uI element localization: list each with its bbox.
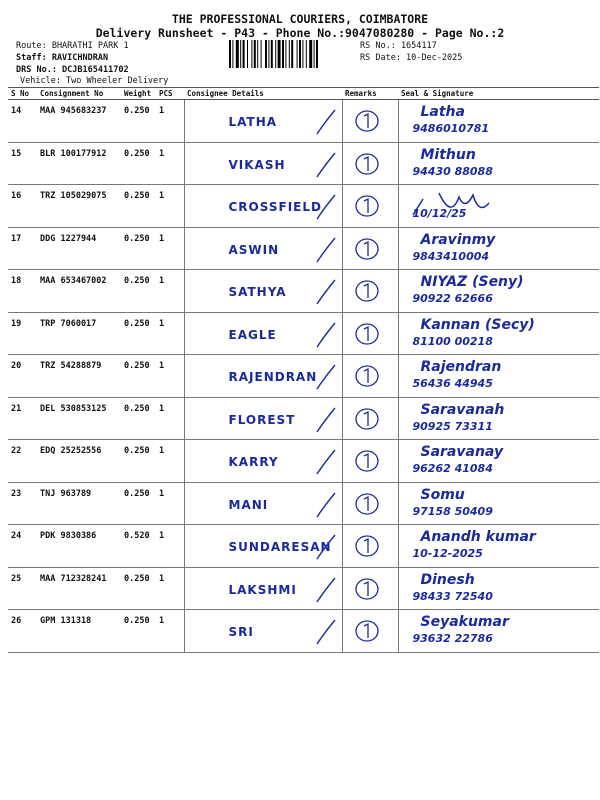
row-weight: 0.250 — [121, 610, 156, 653]
row-remarks-cell — [342, 142, 398, 185]
handwritten-phone-or-date: 10/12/25 — [412, 207, 467, 220]
row-pcs: 1 — [156, 270, 184, 313]
col-header-consignee: Consignee Details — [184, 88, 342, 100]
tick-stroke — [185, 610, 343, 652]
row-sno: 22 — [8, 440, 37, 483]
remarks-circle-mark — [343, 228, 399, 270]
table-row — [8, 185, 599, 228]
row-signature-cell — [398, 185, 599, 228]
row-sno: 25 — [8, 567, 37, 610]
row-consignee-cell — [184, 142, 342, 185]
consignee-name-handwritten: LATHA — [228, 115, 278, 129]
handwritten-signature: NIYAZ (Seny) — [420, 274, 524, 290]
row-sno: 24 — [8, 525, 37, 568]
row-pcs: 1 — [156, 100, 184, 143]
company-title: THE PROFESSIONAL COURIERS, COIMBATORE — [171, 12, 429, 26]
handwritten-phone-or-date: 9843410004 — [412, 249, 490, 263]
vehicle-label: Vehicle: Two Wheeler Delivery — [20, 76, 169, 86]
staff-label: Staff: RAVICHNDRAN — [16, 53, 109, 63]
handwritten-phone-or-date: 56436 44945 — [412, 377, 493, 390]
handwritten-signature: Saravanah — [420, 401, 505, 418]
row-signature-cell — [398, 227, 599, 270]
row-consignment-no: DDG 1227944 — [37, 227, 121, 270]
rs-number: RS No.: 1654117 — [360, 41, 437, 51]
row-consignee-cell — [184, 355, 342, 398]
tick-stroke — [185, 143, 343, 185]
tick-stroke — [185, 355, 343, 397]
row-weight: 0.250 — [121, 567, 156, 610]
row-consignee-cell — [184, 227, 342, 270]
table-row — [8, 270, 599, 313]
row-consignment-no: MAA 712328241 — [37, 567, 121, 610]
table-row — [8, 440, 599, 483]
handwritten-signature: Seyakumar — [420, 614, 509, 630]
handwritten-phone-or-date: 90922 62666 — [412, 292, 493, 305]
row-consignment-no: GPM 131318 — [37, 610, 121, 653]
row-remarks-cell — [342, 567, 398, 610]
row-remarks-cell — [342, 610, 398, 653]
signature-scribble — [399, 185, 600, 227]
remarks-circle-mark — [343, 610, 399, 652]
row-weight: 0.250 — [121, 142, 156, 185]
handwritten-signature: Kannan (Secy) — [420, 316, 535, 333]
consignee-name-handwritten: LAKSHMI — [228, 582, 297, 597]
consignee-name-handwritten: FLOREST — [228, 412, 296, 427]
row-signature-cell — [398, 525, 599, 568]
consignee-name-handwritten: SATHYA — [228, 285, 287, 299]
row-weight: 0.520 — [121, 525, 156, 568]
row-consignment-no: TRP 7060017 — [37, 312, 121, 355]
row-remarks-cell — [342, 525, 398, 568]
remarks-circle-mark — [343, 568, 399, 610]
remarks-circle-mark — [343, 143, 399, 185]
handwritten-signature: Rajendran — [420, 359, 502, 375]
tick-stroke — [185, 100, 343, 142]
tick-stroke — [185, 525, 343, 567]
row-signature-cell — [398, 610, 599, 653]
row-consignment-no: EDQ 25252556 — [37, 440, 121, 483]
row-consignee-cell — [184, 270, 342, 313]
row-consignee-cell — [184, 610, 342, 653]
row-signature-cell — [398, 397, 599, 440]
row-remarks-cell — [342, 185, 398, 228]
row-consignee-cell — [184, 525, 342, 568]
remarks-circle-mark — [343, 525, 399, 567]
consignee-name-handwritten: SRI — [228, 625, 254, 639]
row-remarks-cell — [342, 270, 398, 313]
row-consignment-no: TNJ 963789 — [37, 482, 121, 525]
row-weight: 0.250 — [121, 100, 156, 143]
col-header-remarks: Remarks — [342, 88, 398, 100]
col-header-consignment: Consignment No — [37, 88, 121, 100]
table-row — [8, 142, 599, 185]
handwritten-signature: Mithun — [420, 146, 476, 163]
handwritten-phone-or-date: 94430 88088 — [412, 164, 493, 178]
row-sno: 21 — [8, 397, 37, 440]
handwritten-signature: Dinesh — [420, 571, 475, 588]
row-consignment-no: MAA 653467002 — [37, 270, 121, 313]
remarks-circle-mark — [343, 313, 399, 355]
handwritten-signature: Latha — [420, 104, 465, 120]
row-consignment-no: TRZ 54288879 — [37, 355, 121, 398]
row-pcs: 1 — [156, 610, 184, 653]
row-weight: 0.250 — [121, 440, 156, 483]
consignee-name-handwritten: ASWIN — [228, 242, 280, 257]
handwritten-signature: Saravanay — [420, 444, 504, 460]
row-consignee-cell — [184, 185, 342, 228]
tick-stroke — [185, 568, 343, 610]
row-pcs: 1 — [156, 355, 184, 398]
row-remarks-cell — [342, 482, 398, 525]
row-sno: 14 — [8, 100, 37, 143]
remarks-circle-mark — [343, 270, 399, 312]
row-weight: 0.250 — [121, 312, 156, 355]
handwritten-phone-or-date: 98433 72540 — [412, 589, 493, 603]
col-header-weight: Weight — [121, 88, 156, 100]
row-signature-cell — [398, 100, 599, 143]
table-row — [8, 610, 599, 653]
row-pcs: 1 — [156, 185, 184, 228]
tick-stroke — [185, 313, 343, 355]
row-sno: 16 — [8, 185, 37, 228]
remarks-circle-mark — [343, 440, 399, 482]
consignee-name-handwritten: MANI — [228, 497, 269, 512]
consignee-name-handwritten: SUNDARESAN — [228, 540, 332, 554]
row-remarks-cell — [342, 355, 398, 398]
row-pcs: 1 — [156, 312, 184, 355]
drs-number: DRS No.: DCJB165411702 — [16, 65, 129, 75]
table-header-row — [8, 88, 599, 100]
row-signature-cell — [398, 312, 599, 355]
handwritten-phone-or-date: 81100 00218 — [412, 334, 493, 348]
table-row — [8, 355, 599, 398]
row-consignment-no: DEL 530853125 — [37, 397, 121, 440]
table-row — [8, 567, 599, 610]
tick-stroke — [185, 185, 343, 227]
handwritten-phone-or-date: 9486010781 — [412, 122, 490, 135]
table-row — [8, 312, 599, 355]
row-signature-cell — [398, 440, 599, 483]
row-weight: 0.250 — [121, 482, 156, 525]
handwritten-signature: Aravinmy — [420, 231, 496, 248]
remarks-circle-mark — [343, 100, 399, 142]
row-consignment-no: TRZ 105029075 — [37, 185, 121, 228]
route-label: Route: BHARATHI PARK 1 — [16, 41, 129, 51]
handwritten-phone-or-date: 90925 73311 — [412, 419, 493, 433]
table-row — [8, 227, 599, 270]
row-remarks-cell — [342, 227, 398, 270]
row-signature-cell — [398, 355, 599, 398]
tick-stroke — [185, 228, 343, 270]
consignee-name-handwritten: RAJENDRAN — [228, 370, 318, 384]
handwritten-phone-or-date: 10-12-2025 — [412, 547, 483, 560]
row-consignment-no: BLR 100177912 — [37, 142, 121, 185]
row-pcs: 1 — [156, 227, 184, 270]
row-consignee-cell — [184, 567, 342, 610]
row-signature-cell — [398, 142, 599, 185]
row-remarks-cell — [342, 397, 398, 440]
row-signature-cell — [398, 482, 599, 525]
row-remarks-cell — [342, 440, 398, 483]
row-sno: 20 — [8, 355, 37, 398]
table-row — [8, 397, 599, 440]
rs-date: RS Date: 10-Dec-2025 — [360, 53, 463, 63]
row-signature-cell — [398, 270, 599, 313]
row-consignee-cell — [184, 100, 342, 143]
row-consignment-no: PDK 9830386 — [37, 525, 121, 568]
row-consignee-cell — [184, 440, 342, 483]
row-pcs: 1 — [156, 397, 184, 440]
handwritten-phone-or-date: 93632 22786 — [412, 632, 493, 645]
tick-stroke — [185, 398, 343, 440]
tick-stroke — [185, 270, 343, 312]
row-sno: 17 — [8, 227, 37, 270]
row-signature-cell — [398, 567, 599, 610]
runsheet-title: Delivery Runsheet - P43 - Phone No.:9047080280 - Page No.:2 — [95, 26, 505, 40]
consignee-name-handwritten: KARRY — [228, 455, 279, 469]
table-row — [8, 100, 599, 143]
runsheet-table — [8, 87, 599, 653]
row-weight: 0.250 — [121, 397, 156, 440]
row-sno: 26 — [8, 610, 37, 653]
table-row — [8, 482, 599, 525]
remarks-circle-mark — [343, 398, 399, 440]
col-header-pcs: PCS — [156, 88, 184, 100]
row-pcs: 1 — [156, 482, 184, 525]
row-consignee-cell — [184, 312, 342, 355]
table-row — [8, 525, 599, 568]
remarks-circle-mark — [343, 355, 399, 397]
row-weight: 0.250 — [121, 355, 156, 398]
handwritten-phone-or-date: 96262 41084 — [412, 462, 493, 475]
row-consignment-no: MAA 945683237 — [37, 100, 121, 143]
handwritten-phone-or-date: 97158 50409 — [412, 504, 493, 518]
row-remarks-cell — [342, 312, 398, 355]
row-pcs: 1 — [156, 525, 184, 568]
consignee-name-handwritten: VIKASH — [228, 157, 286, 172]
row-pcs: 1 — [156, 440, 184, 483]
handwritten-signature: Anandh kumar — [420, 529, 536, 545]
row-sno: 18 — [8, 270, 37, 313]
row-consignee-cell — [184, 397, 342, 440]
tick-stroke — [185, 483, 343, 525]
col-header-sno: S No — [8, 88, 37, 100]
consignee-name-handwritten: CROSSFIELD — [228, 200, 322, 214]
consignee-name-handwritten: EAGLE — [228, 327, 277, 342]
col-header-signature: Seal & Signature — [398, 88, 599, 100]
row-weight: 0.250 — [121, 270, 156, 313]
barcode-image — [229, 40, 355, 68]
row-remarks-cell — [342, 100, 398, 143]
row-pcs: 1 — [156, 142, 184, 185]
handwritten-signature: Somu — [420, 486, 465, 503]
row-weight: 0.250 — [121, 185, 156, 228]
row-weight: 0.250 — [121, 227, 156, 270]
remarks-circle-mark — [343, 185, 399, 227]
row-sno: 15 — [8, 142, 37, 185]
tick-stroke — [185, 440, 343, 482]
row-pcs: 1 — [156, 567, 184, 610]
remarks-circle-mark — [343, 483, 399, 525]
row-sno: 23 — [8, 482, 37, 525]
row-sno: 19 — [8, 312, 37, 355]
row-consignee-cell — [184, 482, 342, 525]
